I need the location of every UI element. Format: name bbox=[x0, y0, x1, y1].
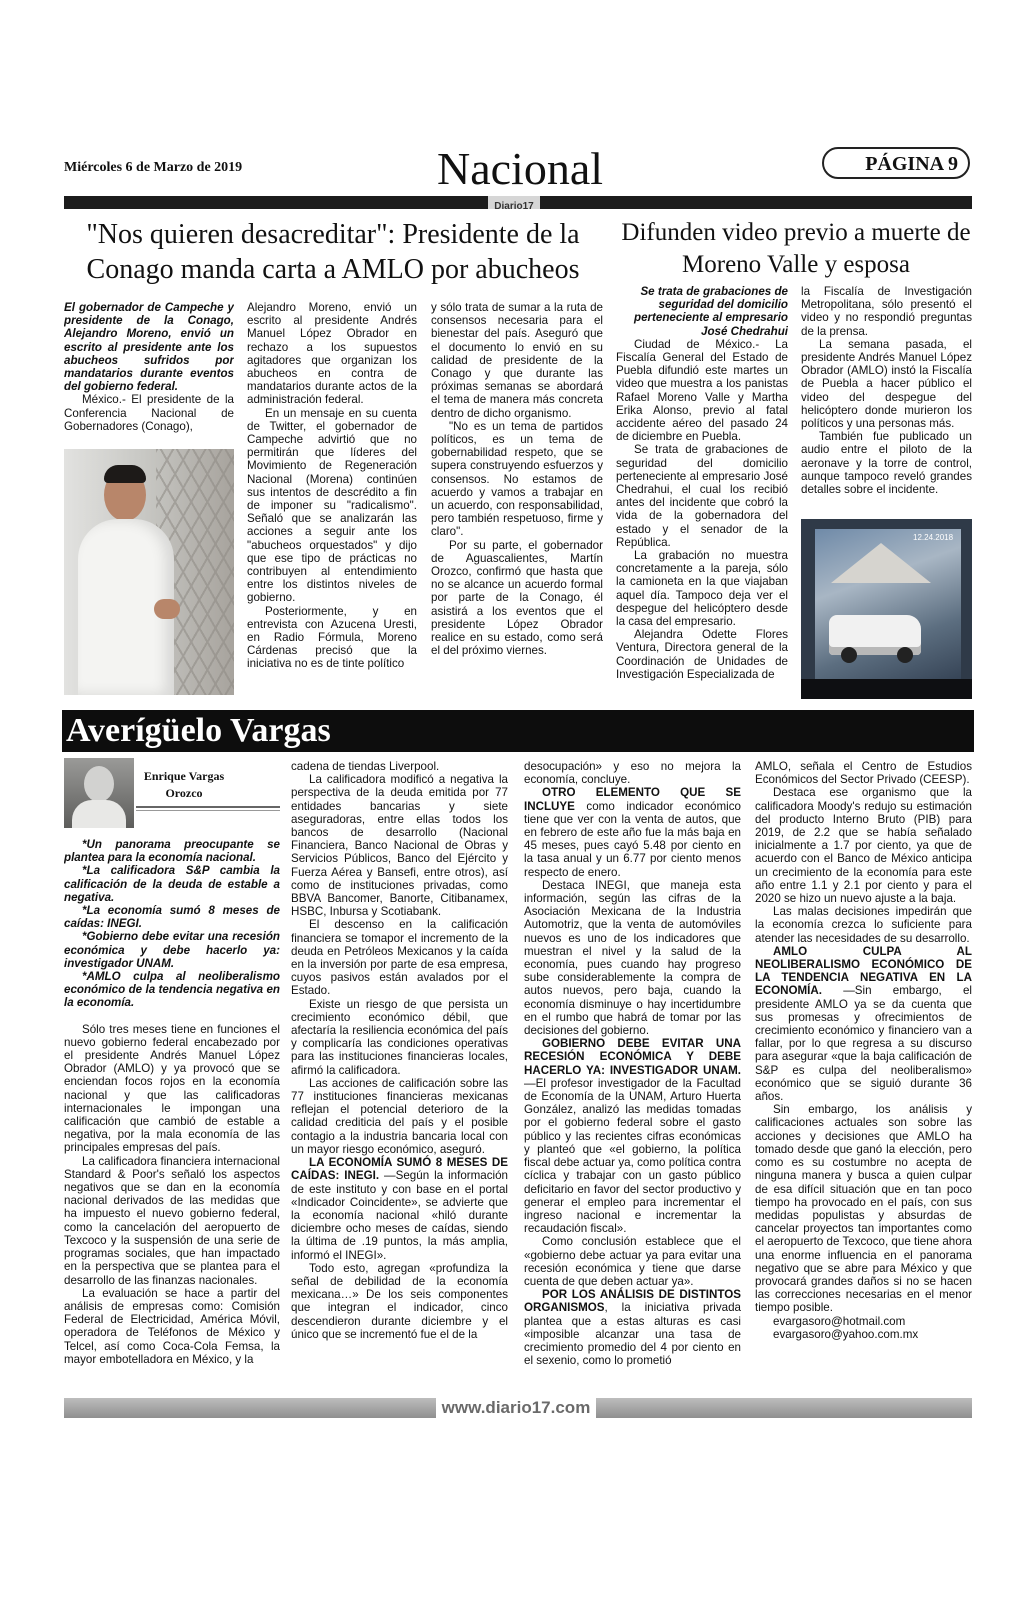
summary-bullet: *Un panorama preocupante se plantea para la economía nacional. bbox=[64, 838, 280, 865]
subhead-text: , la iniciativa privada plantea que a estas alturas es casi «imposible alcanzar una tasa de crecimiento promedio del 4 por ciento en el sexenio, como lo prometió bbox=[524, 1301, 741, 1368]
story2-lead: Se trata de grabaciones de seguridad del domicilio perteneciente al empresario José Chedrahui bbox=[633, 285, 788, 338]
author-email[interactable]: evargasoro@yahoo.com.mx bbox=[773, 1327, 919, 1341]
section-title: Nacional bbox=[436, 143, 604, 194]
footer-url-tab bbox=[436, 1396, 596, 1420]
page-number-badge bbox=[822, 147, 970, 179]
author-avatar bbox=[64, 758, 134, 828]
column-paragraph: Las malas decisiones impedirán que la economía crezca lo suficiente para atender las necesidades de su desarrollo. bbox=[755, 905, 972, 945]
story1-lead: El gobernador de Campeche y presidente de la Conago, Alejandro Moreno, envió un escrito al presidente ante los abucheos sufridos por mandatarios durante eventos del gobierno federal. bbox=[64, 301, 234, 394]
photo-person-hand bbox=[154, 599, 180, 619]
column-paragraph: La evaluación se hace a partir del análisis de empresas como: Comisión Federal de Electricidad, América Móvil, operadora de Teléfonos de México y Telcel, así como Coca-Cola Femsa, la mayor embotelladora en México, y la bbox=[64, 1286, 280, 1366]
column-paragraph: cadena de tiendas Liverpool. bbox=[291, 760, 440, 773]
story1-column-2 bbox=[247, 301, 417, 696]
story2-column-1 bbox=[616, 285, 788, 697]
column-paragraph: Las acciones de calificación sobre las 77 instituciones financieras mexicanas reflejan el potencial deterioro de la calidad crediticia del país y el posible contagio a la industria bancaria local con un mayor riesgo económico, aseguró. bbox=[291, 1076, 508, 1156]
video-suv-wheel bbox=[841, 647, 857, 663]
column-paragraph: Destaca INEGI, que maneja esta información, según las cifras de la Asociación Mexicana de la Industria Automotriz, que la venta de automóviles nuevos es uno de los indicadores que muestran el nivel y la salud de la economía, pues cuando hay progreso sube considerablemente la compra de autos nuevos, pero baja, cuando la economía disminuye o hay incertidumbre en el rumbo que habrá de tomar por las decisiones del gobierno. bbox=[524, 878, 741, 1038]
summary-bullets bbox=[64, 838, 280, 1010]
video-house-roof bbox=[831, 543, 931, 583]
subhead: AMLO CULPA AL NEOLIBERALISMO ECONÓMICO DE LA TENDENCIA NEGATIVA EN LA ECONOMÍA. bbox=[755, 944, 972, 998]
column-paragraph bbox=[524, 1288, 741, 1367]
column-text-4 bbox=[755, 760, 972, 1394]
author-avatar-face bbox=[84, 766, 114, 802]
story2-paragraph: Alejandra Odette Flores Ventura, Directora general de la Coordinación de Unidades de Investigación Especializada de bbox=[616, 628, 788, 681]
story1-paragraph: Alejandro Moreno, envió un escrito al presidente Andrés Manuel López Obrador en rechazo a los supuestos agitadores que organizan los abucheos en contra de mandatarios durante actos de la administración federal. bbox=[247, 301, 417, 407]
column-paragraph: La calificadora modificó a negativa la perspectiva de la deuda emitida por 77 entidades bancarias y siete aseguradoras, entre ellas todos los bancos de desarrollo (Nacional Financiera, Banco Nacional de Obras y Servicios Públicos, Banco del Ejército y Fuerza Aérea y Bansefi, entre otros), así como de instituciones privadas, como BBVA Bancomer, Banorte, Citibanamex, HSBC, Inbursa y Scotiabank. bbox=[291, 773, 508, 919]
author-avatar-body bbox=[72, 800, 126, 828]
story1-column-3 bbox=[431, 301, 603, 696]
story2-paragraph: La semana pasada, el presidente Andrés Manuel López Obrador (AMLO) instó la Fiscalía de Puebla a hacer público el video del despegue del helicóptero donde murieron los políticos y una personas más. bbox=[801, 337, 972, 431]
column-paragraph: Sin embargo, los análisis y calificaciones actuales son sobre las acciones y decisiones que AMLO ha tomado desde que ganó la elección, pero como es su costumbre no acepta de ninguna manera y busca a quien culpar de esa difícil situación que en tan poco tiempo ha provocado en el país, con sus medidas populistas y absurdas de cancelar proyectos tan importantes como el aeropuerto de Texcoco, que tiene ahora una enorme influencia en el panorama negativo que se abre para México y que provocará grandes daños si no se hacen las correcciones necesarias en el menor tiempo posible. bbox=[755, 1103, 972, 1315]
subhead-text: —El profesor investigador de la Facultad de Economía de la UNAM, Arturo Huerta González, analizó las medidas tomadas por el gobierno federal sobre el gasto público y las recientes cifras económicas y planteó que «el gobierno, la política fiscal debe actuar ya, como política contra cíclica y trabajar con un gasto público deficitario en favor del sector productivo y generar el empleo para incrementar el ingreso nacional e incrementar la recaudación fiscal». bbox=[524, 1076, 741, 1236]
column-banner bbox=[62, 710, 974, 752]
video-suv-wheel bbox=[897, 647, 913, 663]
subhead: POR LOS ANÁLISIS DE DISTINTOS ORGANISMOS bbox=[524, 1288, 741, 1315]
summary-bullet: *AMLO culpa al neoliberalismo económico de la tendencia negativa en la economía. bbox=[64, 970, 280, 1010]
column-paragraph bbox=[524, 786, 741, 878]
column-paragraph: Como conclusión establece que el «gobierno debe actuar ya para evitar una recesión económica y tiene que darse cuenta de que deben actuar ya». bbox=[524, 1235, 741, 1288]
security-video-still bbox=[801, 519, 972, 699]
footer-url[interactable]: www.diario17.com bbox=[441, 1398, 591, 1417]
summary-bullet: *La economía sumó 8 meses de caídas: INEGI. bbox=[64, 904, 280, 931]
column-paragraph: La calificadora financiera internacional Standard & Poor's señaló los aspectos negativos que se dan en la economía nacional derivados de las medidas que ha impuesto el nuevo gobierno federal, como la cancelación del aeropuerto de Texcoco y la suspensión de una serie de programas sociales, que han impactado en la perspectiva que se plantea para el desarrollo de las finanzas nacionales. bbox=[64, 1154, 280, 1287]
subhead: OTRO ELEMENTO QUE SE INCLUYE bbox=[524, 786, 741, 813]
story2-paragraph: La grabación no muestra concretamente a la pareja, sólo la camioneta en la que viajaban aquel día. Tampoco deja ver el despegue del helicóptero desde la casa del empresario. bbox=[616, 549, 788, 629]
page-number: PÁGINA 9 bbox=[865, 153, 958, 175]
column-paragraph bbox=[524, 1037, 741, 1235]
story1-paragraph: Por su parte, el gobernador de Aguascalientes, Martín Orozco, confirmó que hasta que no se alcance un acuerdo formal por parte de la Conago, él asistirá a los eventos que el presidente López Obrador realice en su estado, como será el del próximo viernes. bbox=[431, 538, 603, 658]
author-divider bbox=[136, 810, 280, 811]
story1-paragraph: En un mensaje en su cuenta de Twitter, el gobernador de Campeche advirtió que no permitirán que líderes del Movimiento de Regeneración Nacional (Morena) continúen sus intentos de descrédito a fin de imponer su "radicalismo". Señaló que se analizarán las acciones a seguir ante los "abucheos orquestados" y dijo que ese tipo de prácticas no contribuyen al entendimiento entre los distintos niveles de gobierno. bbox=[247, 406, 417, 605]
column-paragraph bbox=[291, 1156, 508, 1262]
brand-tab bbox=[488, 196, 540, 212]
politician-photo bbox=[64, 449, 234, 695]
subhead-text: —Sin embargo, el presidente AMLO ya se da cuenta que sus promesas y ofrecimientos de crecimiento económico y financiero van a fallar, por lo que regresa a su discurso para asegurar «que la baja calificación de S&P es culpa del neoliberalismo» económico que se siguió durante 36 años. bbox=[755, 984, 972, 1104]
subhead: LA ECONOMÍA SUMÓ 8 MESES DE CAÍDAS: INEGI. bbox=[291, 1156, 508, 1183]
author-name: Enrique Vargas Orozco bbox=[143, 769, 225, 800]
summary-bullet: *Gobierno debe evitar una recesión económica y debe hacerlo ya: investigador UNAM. bbox=[64, 930, 280, 970]
story1-headline: "Nos quieren desacreditar": Presidente de la Conago manda carta a AMLO por abucheos bbox=[86, 219, 580, 285]
story2-paragraph: la Fiscalía de Investigación Metropolitana, sólo presentó el video y no respondió preguntas de la prensa. bbox=[801, 285, 972, 338]
subhead-text: —Según la información de este instituto y con base en el portal «Indicador Coincidente», se advierte que la economía nacional «hiló durante diciembre ocho meses de caídas, siendo la última de .19 puntos, la más amplia, informó el INEGI». bbox=[291, 1169, 508, 1262]
story2-paragraph: Ciudad de México.- La Fiscalía General del Estado de Puebla difundió este martes un video que muestra a los panistas Rafael Moreno Valle y Martha Erika Alonso, previo al fatal accidente aéreo del pasado 24 de diciembre en Puebla. bbox=[616, 337, 788, 444]
column-banner-title: Averígüelo Vargas bbox=[66, 712, 331, 749]
column-paragraph: Todo esto, agregan «profundiza la señal de debilidad de la economía mexicana…» De los seis componentes que integran el indicador, cinco descendieron durante diciembre y el único que se incrementó fue el de la bbox=[291, 1261, 508, 1341]
column-paragraph: El descenso en la calificación financiera se tomapor el incremento de la deuda en Petróleos Mexicanos y la caída en la inversión por parte de esa empresa, cuyos pasivos están avalados por el Estado. bbox=[291, 918, 508, 998]
author-email[interactable]: evargasoro@hotmail.com bbox=[773, 1314, 906, 1328]
column-paragraph: Destaca ese organismo que la calificadora Moody's redujo su estimación del producto Interno Bruto (PIB) para 2019, de 2.2 que se había señalado inicialmente a 1.7 por ciento, ya que de acuerdo con el Banco de México anticipa un crecimiento de la economía para este año entre 1.1 y 2.1 por ciento y para el 2020 se hizo un nuevo ajuste a la baja. bbox=[755, 786, 972, 906]
summary-bullet: *La calificadora S&P cambia la calificación de la deuda de estable a negativa. bbox=[64, 864, 280, 904]
column-paragraph bbox=[755, 945, 972, 1103]
column-paragraph: AMLO, señala el Centro de Estudios Económicos del Sector Privado (CEESP). bbox=[755, 760, 972, 787]
issue-date: Miércoles 6 de Marzo de 2019 bbox=[64, 160, 243, 175]
story1-paragraph: Posteriormente, y en entrevista con Azucena Uresti, en Radio Fórmula, Moreno Cárdenas precisó que la iniciativa no es de tinte político bbox=[247, 604, 417, 671]
subhead-text: como indicador económico tiene que ver con la venta de autos, que en febrero de este año fue la más baja en 45 meses, pues cayó 5.48 por ciento en la tasa anual y un 6.77 por ciento menos respecto de enero. bbox=[524, 799, 741, 879]
video-screen-frame bbox=[801, 679, 972, 699]
story2-paragraph: Se trata de grabaciones de seguridad del domicilio perteneciente al empresario José Chedrahui, el cual los recibió antes del incidente que cobró la vida de la gobernadora del estado y el senador de la República. bbox=[616, 443, 788, 549]
story1-column-1 bbox=[64, 301, 234, 449]
column-paragraph: Existe un riesgo de que persista un crecimiento económico débil, que afectaría la resiliencia económica del país y complicaría las condiciones operativas para las instituciones financieras locales, afirmó la calificadora. bbox=[291, 997, 508, 1077]
story2-headline: Difunden video previo a muerte de Moreno Valle y esposa bbox=[621, 219, 971, 278]
story1-paragraph: y sólo trata de sumar a la ruta de consensos necesaria para el bienestar del país. Aseguró que el documento lo envió en su calidad de presidente de la Conago y que durante las próximas semanas se abordará el tema de manera más concreta dentro de dicho organismo. bbox=[431, 301, 603, 420]
photo-person-hair bbox=[104, 465, 146, 483]
column-text-3 bbox=[524, 760, 741, 1394]
story2-column-2 bbox=[801, 285, 972, 513]
author-divider bbox=[136, 806, 280, 808]
story2-paragraph: También fue publicado un audio entre el piloto de la aeronave y la torre de control, aunque tampoco reveló grandes detalles sobre el incidente. bbox=[801, 430, 972, 497]
column-paragraph: desocupación» y eso no mejora la economía, concluye. bbox=[524, 760, 741, 787]
video-timestamp: 12.24.2018 bbox=[913, 533, 954, 542]
column-paragraph: Sólo tres meses tiene en funciones el nuevo gobierno federal encabezado por el presidente Andrés Manuel López Obrador (AMLO) y ya provocó que se enciendan focos rojos en la economía nacional y que las calificadoras internacionales le impongan una calificación que cambió de estable a negativa, por la mala economía de las principales empresas del país. bbox=[64, 1022, 280, 1155]
brand-logo: Diario17 bbox=[494, 201, 534, 212]
column-text-1 bbox=[64, 838, 280, 1394]
column-text-2 bbox=[291, 760, 508, 1394]
story1-paragraph: "No es un tema de partidos políticos, es un tema de gobernabilidad respeto, que se supera construyendo esfuerzos y consensos. No estamos de acuerdo y vamos a trabajar en un acuerdo, con responsabilidad, pero también respetuoso, firme y claro". bbox=[431, 419, 603, 539]
story1-paragraph: México.- El presidente de la Conferencia Nacional de Gobernadores (Conago), bbox=[64, 393, 234, 433]
subhead: GOBIERNO DEBE EVITAR UNA RECESIÓN ECONÓMICA Y DEBE HACERLO YA: INVESTIGADOR UNAM. bbox=[524, 1037, 741, 1077]
